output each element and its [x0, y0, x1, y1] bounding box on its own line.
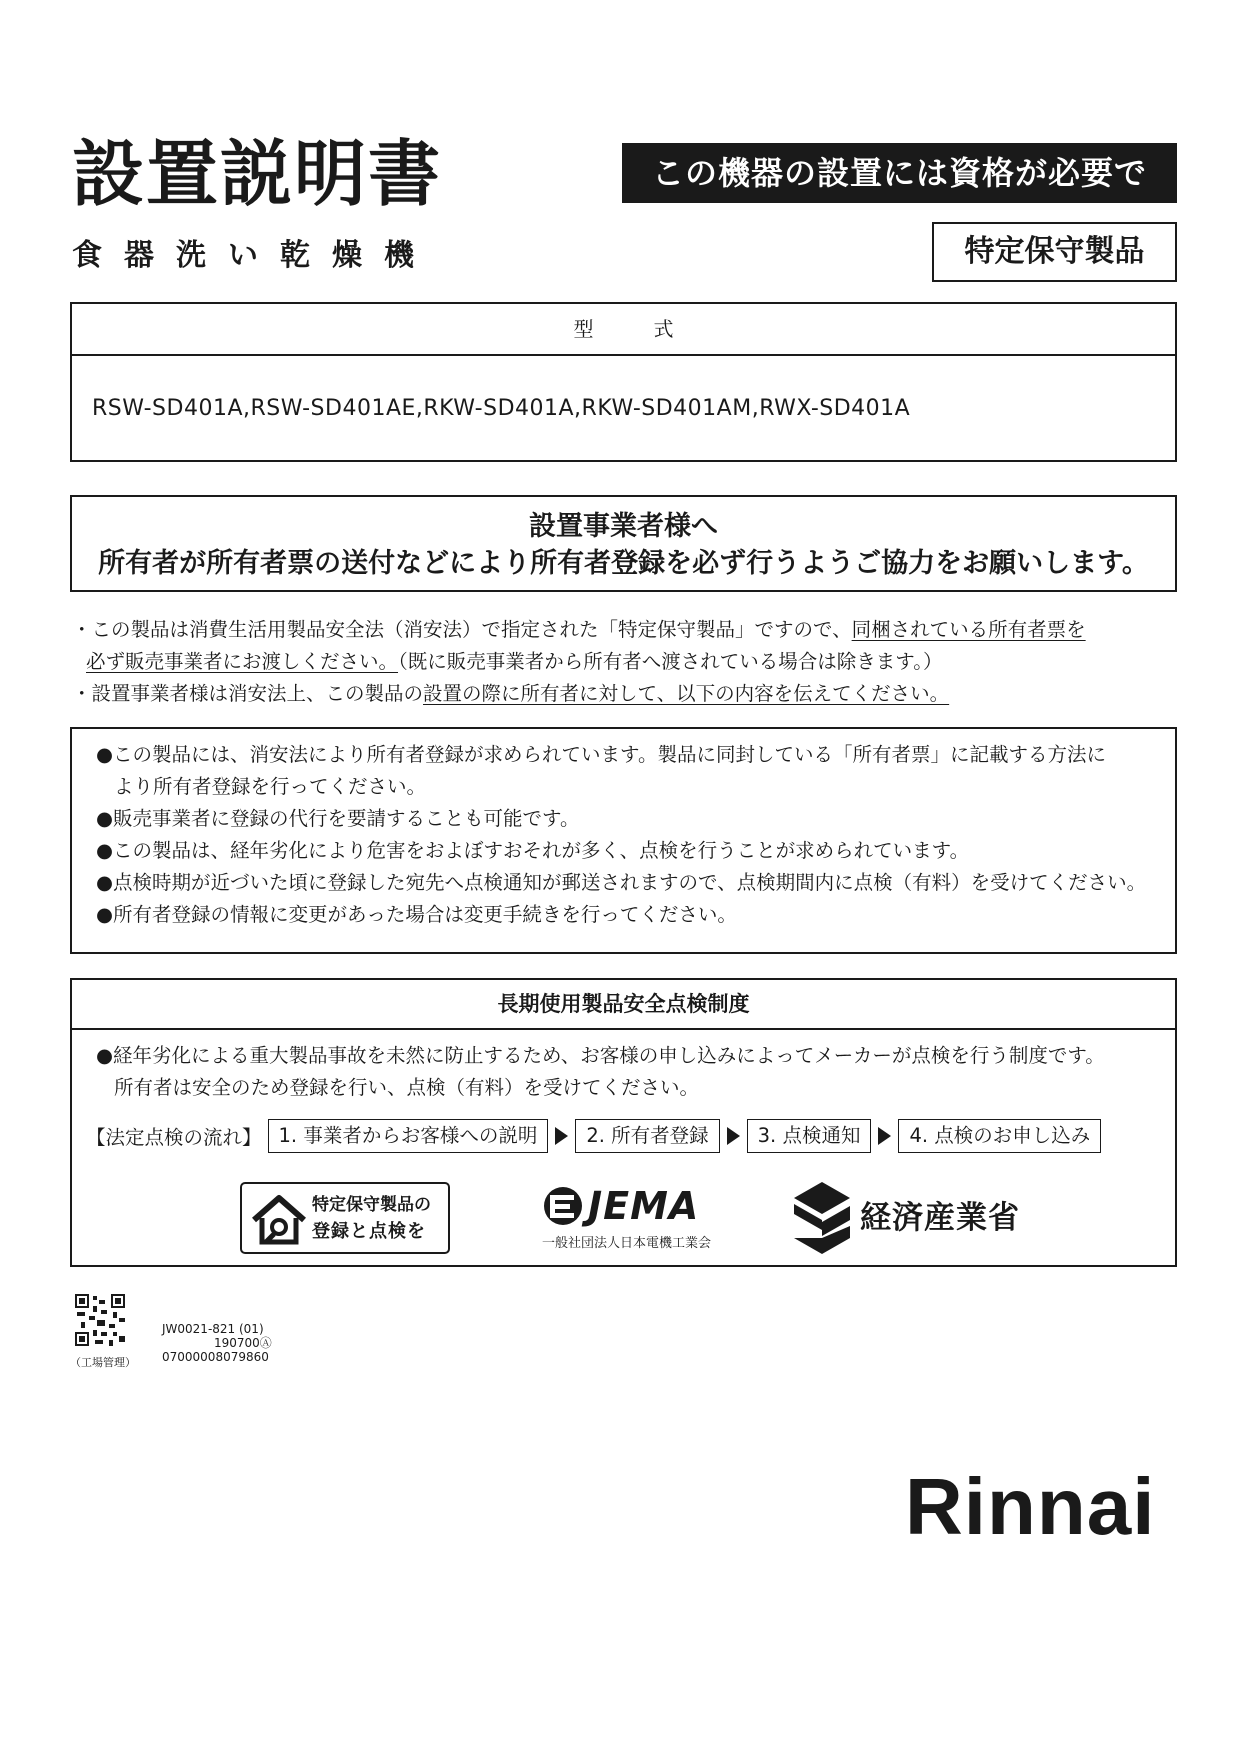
installer-notice-body: 所有者が所有者票の送付などにより所有者登録を必ず行うようご協力をお願いします。 — [98, 548, 1149, 579]
qr-caption: （工場管理） — [70, 1356, 136, 1369]
meti-wordmark: 経済産業省 — [860, 1200, 1020, 1236]
tokutei-logo-line-1: 特定保守製品の — [312, 1195, 431, 1215]
bullet-item: ●点検時期が近づいた頃に登録した宛先へ点検通知が郵送されますので、点検期間内に点検（有料）を受けてください。 — [96, 871, 1147, 894]
document-codes — [162, 1322, 272, 1364]
installer-notice-title: 設置事業者様へ — [529, 511, 718, 542]
tokutei-logo-line-2: 登録と点検を — [312, 1221, 426, 1242]
doc-code: JW0021-821 (01) — [162, 1322, 264, 1336]
flow-step-1: 1. 事業者からお客様への説明 — [268, 1119, 549, 1153]
model-list: RSW-SD401A,RSW-SD401AE,RKW-SD401A,RKW-SD401AM,RWX-SD401A — [92, 396, 911, 421]
arrow-right-icon — [878, 1127, 891, 1145]
jema-wordmark: JEMA — [588, 1184, 700, 1228]
owner-registration-box — [70, 727, 1177, 954]
flow-step-4: 4. 点検のお申し込み — [898, 1119, 1101, 1153]
arrow-right-icon — [555, 1127, 568, 1145]
qualification-banner: この機器の設置には資格が必要です。 — [622, 143, 1177, 203]
note-1 — [72, 614, 1182, 646]
note-1-underlined-2: 必ず販売事業者にお渡しください。 — [86, 650, 399, 673]
bullet-item: ●この製品には、消安法により所有者登録が求められています。製品に同封している「所有者票」に記載する方法に — [96, 743, 1106, 766]
note-2-text: ・設置事業者様は消安法上、この製品の — [72, 682, 424, 705]
long-term-line-1: ●経年劣化による重大製品事故を未然に防止するため、お客様の申し込みによってメーカーが点検を行う制度です。 — [96, 1044, 1105, 1067]
model-table — [70, 302, 1177, 462]
bullet-item: ●販売事業者に登録の代行を要請することも可能です。 — [96, 807, 580, 830]
house-wrench-icon — [250, 1194, 308, 1246]
bullet-item: ●この製品は、経年劣化により危害をおよぼすおそれが多く、点検を行うことが求められています。 — [96, 839, 970, 862]
meti-logo — [792, 1180, 1042, 1260]
jema-org-name: 一般社団法人日本電機工業会 — [542, 1236, 712, 1251]
long-term-body — [96, 1040, 1105, 1104]
document-title: 設置説明書 — [72, 132, 443, 216]
model-table-header: 型式 — [72, 304, 1175, 356]
flow-step-2: 2. 所有者登録 — [575, 1119, 719, 1153]
long-term-line-2: 所有者は安全のため登録を行い、点検（有料）を受けてください。 — [114, 1076, 700, 1099]
installer-notice — [70, 495, 1177, 592]
note-1-text: ・この製品は消費生活用製品安全法（消安法）で指定された「特定保守製品」ですので、 — [72, 618, 852, 641]
jema-logo — [542, 1184, 742, 1254]
rinnai-logo: Rinnai — [905, 1462, 1156, 1551]
flow-step-3: 3. 点検通知 — [747, 1119, 872, 1153]
tokutei-registration-logo — [240, 1182, 450, 1254]
serial-code: 07000008079860 — [162, 1350, 269, 1364]
arrow-right-icon — [727, 1127, 740, 1145]
bullet-item-cont: より所有者登録を行ってください。 — [114, 775, 427, 798]
long-term-header: 長期使用製品安全点検制度 — [72, 980, 1175, 1030]
flow-label: 【法定点検の流れ】 — [86, 1126, 262, 1149]
meti-mark-icon — [792, 1180, 854, 1256]
note-1-paren: （既に販売事業者から所有者へ渡されている場合は除きます。） — [398, 650, 943, 673]
long-term-inspection-box — [70, 978, 1177, 1267]
note-1-underlined: 同梱されている所有者票を — [851, 618, 1086, 641]
product-type: 食器洗い乾燥機 — [72, 238, 436, 273]
notes — [72, 614, 1182, 710]
jema-mark-icon — [542, 1184, 584, 1228]
tokutei-badge: 特定保守製品 — [932, 222, 1177, 282]
inspection-flow — [86, 1118, 1101, 1154]
date-code: 190700Ⓐ — [214, 1336, 272, 1350]
note-2-underlined: 設置の際に所有者に対して、以下の内容を伝えてください。 — [423, 682, 950, 705]
note-2 — [72, 678, 1182, 710]
bullet-item: ●所有者登録の情報に変更があった場合は変更手続きを行ってください。 — [96, 903, 737, 926]
qr-code-icon — [75, 1294, 125, 1346]
note-1-cont — [72, 646, 1182, 678]
